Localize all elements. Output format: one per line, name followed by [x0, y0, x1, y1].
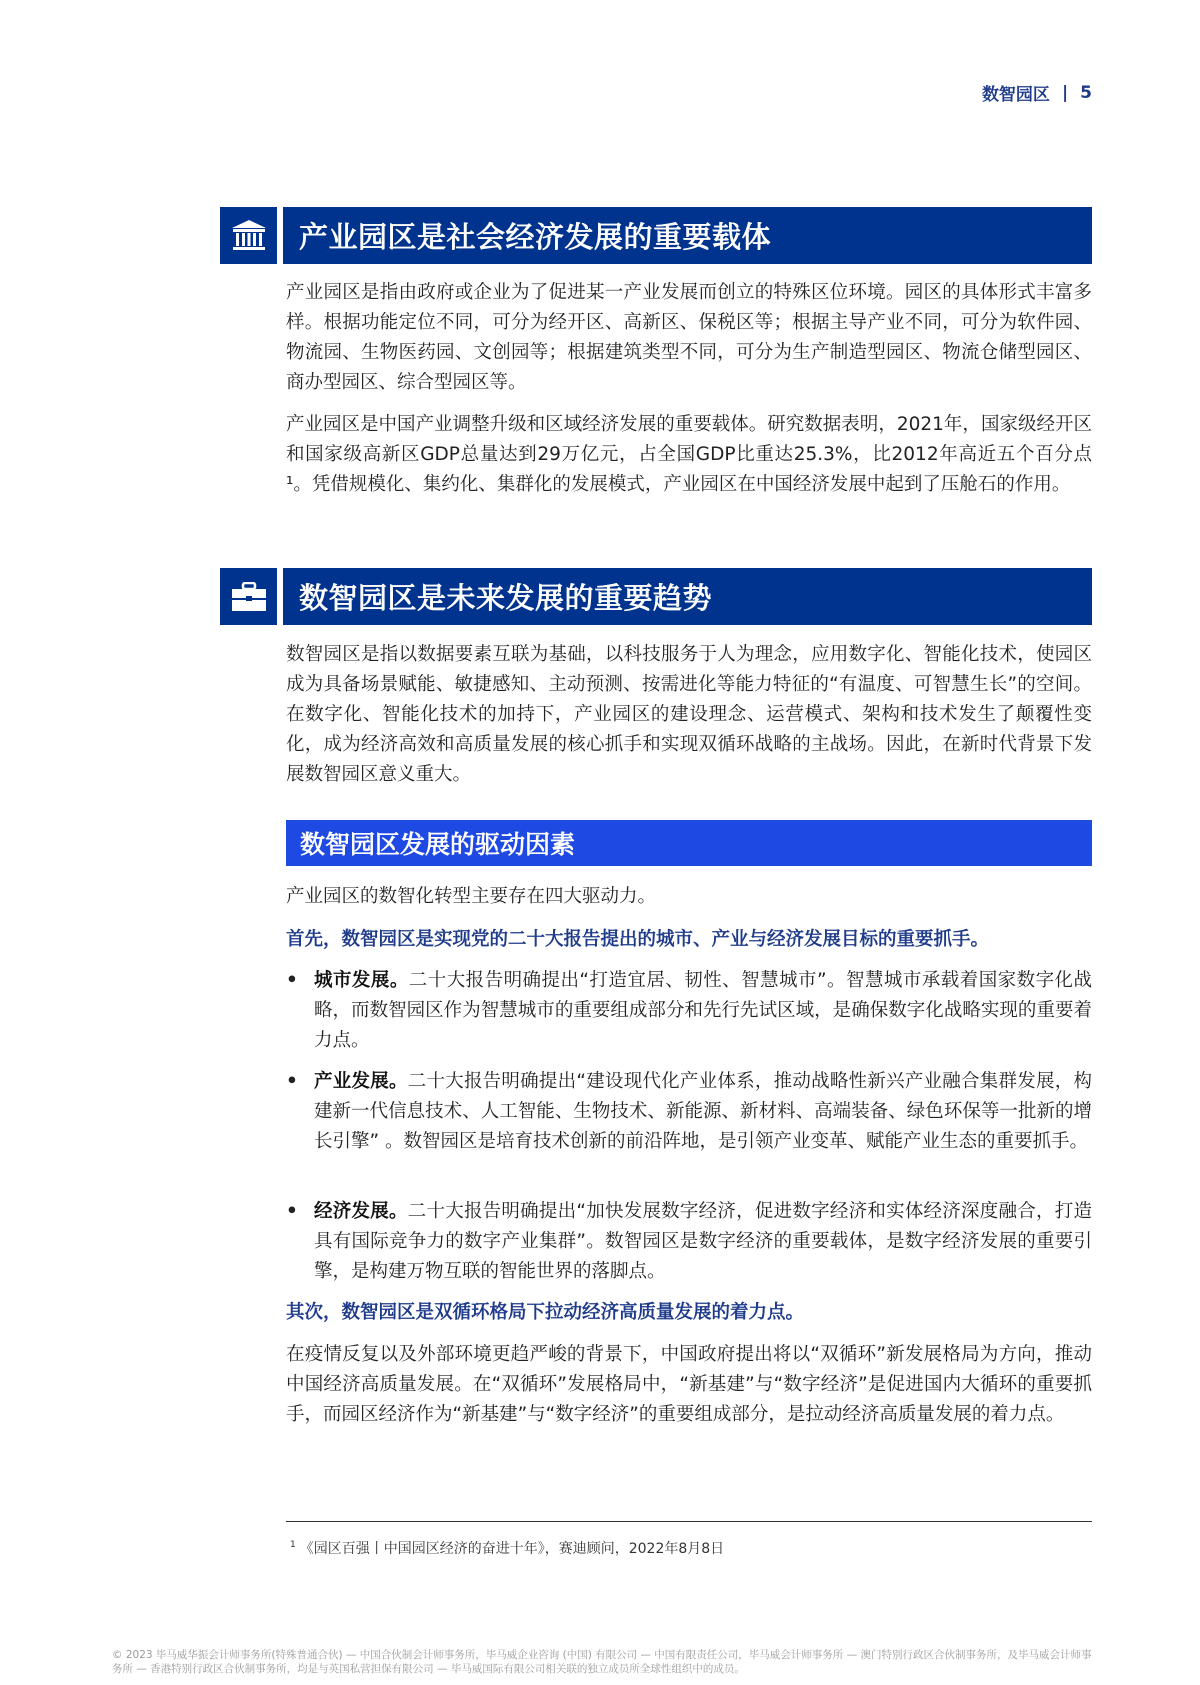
- page-header: [982, 80, 1092, 105]
- section2-title: 数智园区是未来发展的重要趋势: [283, 568, 1092, 625]
- bullet-text: 二十大报告明确提出“打造宜居、韧性、智慧城市”。智慧城市承载着国家数字化战略，而数智园区作为智慧城市的重要组成部分和先行先试区域，是确保数字化战略实现的重要着力点。: [314, 970, 1092, 1051]
- briefcase-icon: [220, 568, 277, 625]
- bullet-label: 产业发展。: [314, 1071, 408, 1092]
- bullet-industry-development: [286, 1067, 1092, 1157]
- bullet-city-development: [286, 966, 1092, 1056]
- lead-statement-2: 其次，数智园区是双循环格局下拉动经济高质量发展的着力点。: [286, 1302, 805, 1323]
- page-number: 5: [1080, 82, 1092, 103]
- bullet-marker: •: [286, 1201, 298, 1222]
- section1-banner: [220, 207, 1092, 264]
- legal-disclaimer: © 2023 毕马威华振会计师事务所(特殊普通合伙) — 中国合伙制会计师事务所，毕马威企业咨询 (中国) 有限公司 — 中国有限责任公司，毕马威会计师事务所 — 澳门特别行政区合伙制事务所，及毕马威会计师事务所 — 香港特别行政区合伙制事务所，均是与英国私营担保有限公司 — 毕马威国际有限公司相关联的独立成员所全球性组织中的成员。: [112, 1649, 1092, 1675]
- drivers-intro: 产业园区的数智化转型主要存在四大驱动力。: [286, 886, 657, 907]
- footnote-marker: 1: [290, 1540, 296, 1551]
- lead-statement-1: 首先，数智园区是实现党的二十大报告提出的城市、产业与经济发展目标的重要抓手。: [286, 929, 990, 950]
- section1-paragraph-1: 产业园区是指由政府或企业为了促进某一产业发展而创立的特殊区位环境。园区的具体形式丰富多样。根据功能定位不同，可分为经开区、高新区、保税区等；根据主导产业不同，可分为软件园、物流园、生物医药园、文创园等；根据建筑类型不同，可分为生产制造型园区、物流仓储型园区、商办型园区、综合型园区等。: [286, 282, 1092, 393]
- bullet-label: 经济发展。: [314, 1201, 408, 1222]
- footnote-text: 《园区百强丨中国园区经济的奋进十年》，赛迪顾问，2022年8月8日: [299, 1541, 725, 1557]
- closing-paragraph: 在疫情反复以及外部环境更趋严峻的背景下，中国政府提出将以“双循环”新发展格局为方向，推动中国经济高质量发展。在“双循环”发展格局中，“新基建”与“数字经济”是促进国内大循环的重要抓手，而园区经济作为“新基建”与“数字经济”的重要组成部分，是拉动经济高质量发展的着力点。: [286, 1344, 1092, 1425]
- section1-title: 产业园区是社会经济发展的重要载体: [283, 207, 1092, 264]
- drivers-sub-banner: 数智园区发展的驱动因素: [286, 820, 1092, 866]
- bullet-marker: •: [286, 1071, 298, 1092]
- bullet-label: 城市发展。: [314, 970, 409, 991]
- footnote: [290, 1538, 724, 1558]
- header-separator: |: [1061, 82, 1069, 103]
- section1-paragraph-2: 产业园区是中国产业调整升级和区域经济发展的重要载体。研究数据表明，2021年，国家级经开区和国家级高新区GDP总量达到29万亿元，占全国GDP比重达25.3%，比2012年高近五个百分点¹。凭借规模化、集约化、集群化的发展模式，产业园区在中国经济发展中起到了压舱石的作用。: [286, 414, 1092, 495]
- bullet-text: 二十大报告明确提出“加快发展数字经济，促进数字经济和实体经济深度融合，打造具有国际竞争力的数字产业集群”。数智园区是数字经济的重要载体，是数字经济发展的重要引擎，是构建万物互联的智能世界的落脚点。: [314, 1201, 1092, 1282]
- footnote-divider: [286, 1521, 1092, 1522]
- section-name: 数智园区: [981, 85, 1050, 105]
- bullet-text: 二十大报告明确提出“建设现代化产业体系，推动战略性新兴产业融合集群发展，构建新一代信息技术、人工智能、生物技术、新能源、新材料、高端装备、绿色环保等一批新的增长引擎” 。数智园区是培育技术创新的前沿阵地，是引领产业变革、赋能产业生态的重要抓手。: [314, 1071, 1092, 1152]
- section2-paragraph: 数智园区是指以数据要素互联为基础，以科技服务于人为理念，应用数字化、智能化技术，使园区成为具备场景赋能、敏捷感知、主动预测、按需进化等能力特征的“有温度、可智慧生长”的空间。在数字化、智能化技术的加持下，产业园区的建设理念、运营模式、架构和技术发生了颠覆性变化，成为经济高效和高质量发展的核心抓手和实现双循环战略的主战场。因此，在新时代背景下发展数智园区意义重大。: [286, 644, 1092, 785]
- section2-banner: [220, 568, 1092, 625]
- bullet-economic-development: [286, 1197, 1092, 1287]
- bullet-marker: •: [286, 970, 298, 991]
- bank-building-icon: [220, 207, 277, 264]
